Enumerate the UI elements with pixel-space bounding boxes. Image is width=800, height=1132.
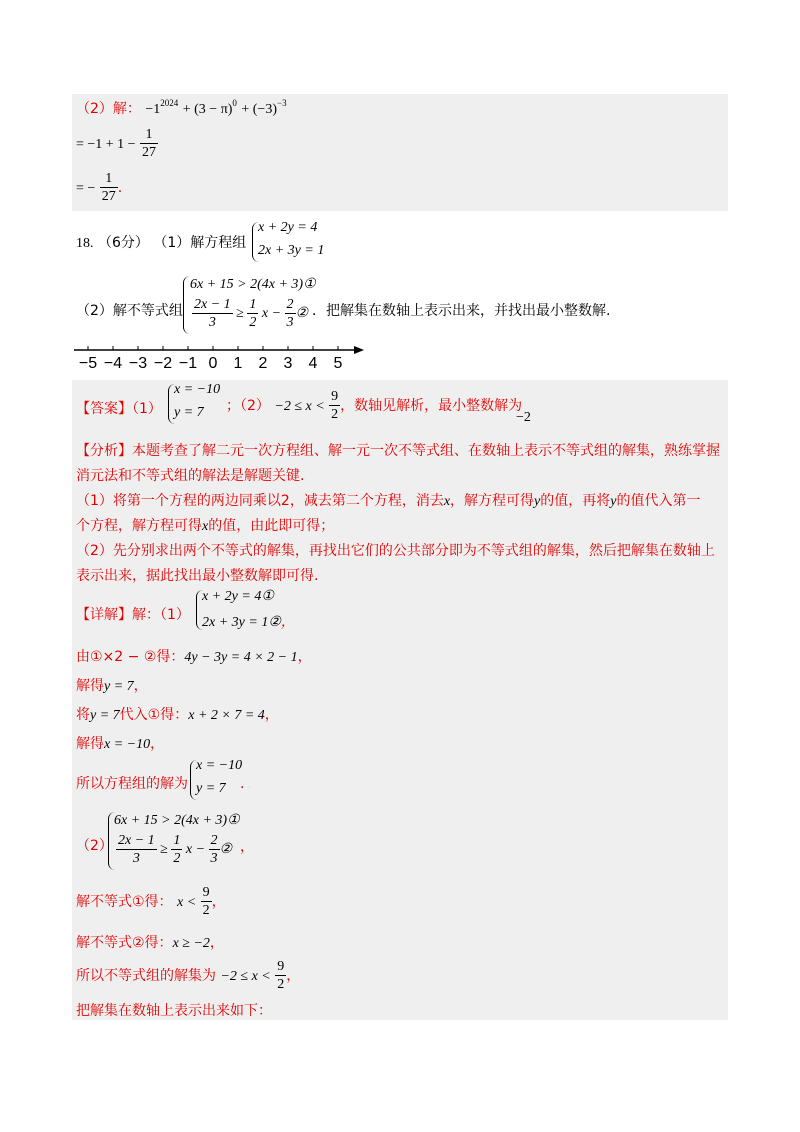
analysis-line5: （2）先分别求出两个不等式的解集，再找出它们的公共部分即为不等式组的解集，然后把解集在数轴上	[76, 543, 715, 559]
q18-eq2: 2x + 3y = 1	[258, 243, 325, 258]
detail-p2-label: （2）	[76, 838, 113, 854]
detail-ineq1: 6x + 15 > 2(4x + 3)①	[114, 813, 240, 828]
detail-ineq2: $\frac{2x - 1}{3}$ ≥ $\frac{1}{2}$ x − $\frac{2}{3}$ ②	[118, 833, 233, 866]
answer-x: x = −10	[174, 382, 221, 397]
analysis-line4: 个方程，解方程可得x的值，由此即可得；	[76, 518, 335, 534]
q18-eq1: x + 2y = 4	[258, 220, 318, 235]
detail-step4: 解得x = −10，	[76, 736, 165, 752]
number-line-label: 0	[208, 355, 218, 372]
q18-ineq2: $\frac{2x - 1}{3}$ ≥ $\frac{1}{2}$ x − $\frac{2}{3}$ ②	[194, 297, 309, 330]
detail-ineq-comma: ，	[240, 839, 254, 855]
question-18-part1: 18. （6分） （1）解方程组	[76, 235, 247, 251]
detail-step7: 解不等式②得：x ≥ −2，	[76, 935, 224, 951]
answer-line: 【答案】（1）	[76, 401, 162, 417]
number-line-label: −3	[128, 355, 148, 372]
number-line-label: 5	[333, 355, 343, 372]
answer-part2: ；（2） −2 ≤ x < $\frac{9}{2}$ ，数轴见解析，最小整数解为	[226, 389, 523, 422]
number-line-label: 1	[233, 355, 243, 372]
detail-eq2: 2x + 3y = 1②，	[202, 614, 295, 630]
detail-step3: 将y = 7代入①得：x + 2 × 7 = 4，	[76, 707, 279, 723]
detail-step5: 所以方程组的解为	[76, 776, 188, 792]
part2-step1: = −1 + 1 − $\frac{1}{27}$	[76, 127, 157, 160]
analysis-line1: 【分析】本题考查了解二元一次方程组、解一元一次不等式组、在数轴上表示不等式组的解集，熟练掌握	[76, 443, 720, 459]
q18-ineq1: 6x + 15 > 2(4x + 3)①	[190, 277, 316, 292]
number-line-label: −1	[178, 355, 198, 372]
number-line-label: 3	[283, 355, 293, 372]
detail-step6: 解不等式①得： x < $\frac{9}{2}$ ，	[76, 885, 226, 918]
answer-min-int: −2	[516, 410, 531, 425]
part2-solution-line: （2）解： $-1^{2024} + (3 - \pi)^0 + (-3)^{-3}$	[76, 98, 287, 117]
analysis-line3: （1）将第一个方程的两边同乘以2，减去第二个方程，消去x，解方程可得y的值，再将y的值代入第一	[76, 493, 701, 509]
number-line-label: −4	[103, 355, 123, 372]
part2-step2: = − $\frac{1}{27}$ .	[76, 171, 123, 204]
detail-eq1: x + 2y = 4①	[202, 589, 274, 604]
number-line-label: −2	[153, 355, 173, 372]
q18-ineq-brace	[183, 276, 190, 334]
detail-step1: 由①×2 − ②得：4y − 3y = 4 × 2 − 1，	[76, 649, 312, 665]
number-line-label: 2	[258, 355, 268, 372]
detail-step2: 解得y = 7，	[76, 678, 148, 694]
detail-sol-dot: .	[240, 776, 245, 792]
detail-sol-x: x = −10	[196, 758, 243, 773]
answer-y: y = 7	[174, 405, 204, 420]
q18-part2-tail: ．把解集在数轴上表示出来，并找出最小整数解.	[312, 303, 611, 319]
analysis-line6: 表示出来，据此找出最小整数解即可得.	[76, 568, 319, 584]
analysis-line2: 消元法和不等式组的解法是解题关键.	[76, 468, 305, 484]
detail-sol-y: y = 7	[196, 781, 226, 796]
q18-part2-label: （2）解不等式组	[76, 303, 183, 319]
detail-step8: 所以不等式组的解集为 −2 ≤ x < $\frac{9}{2}$ ，	[76, 959, 301, 992]
number-line-label: 4	[308, 355, 318, 372]
detail-label: 【详解】解：（1）	[76, 607, 190, 623]
number-line-label: −5	[78, 355, 98, 372]
detail-step9: 把解集在数轴上表示出来如下：	[76, 1003, 272, 1019]
number-line	[70, 336, 370, 376]
